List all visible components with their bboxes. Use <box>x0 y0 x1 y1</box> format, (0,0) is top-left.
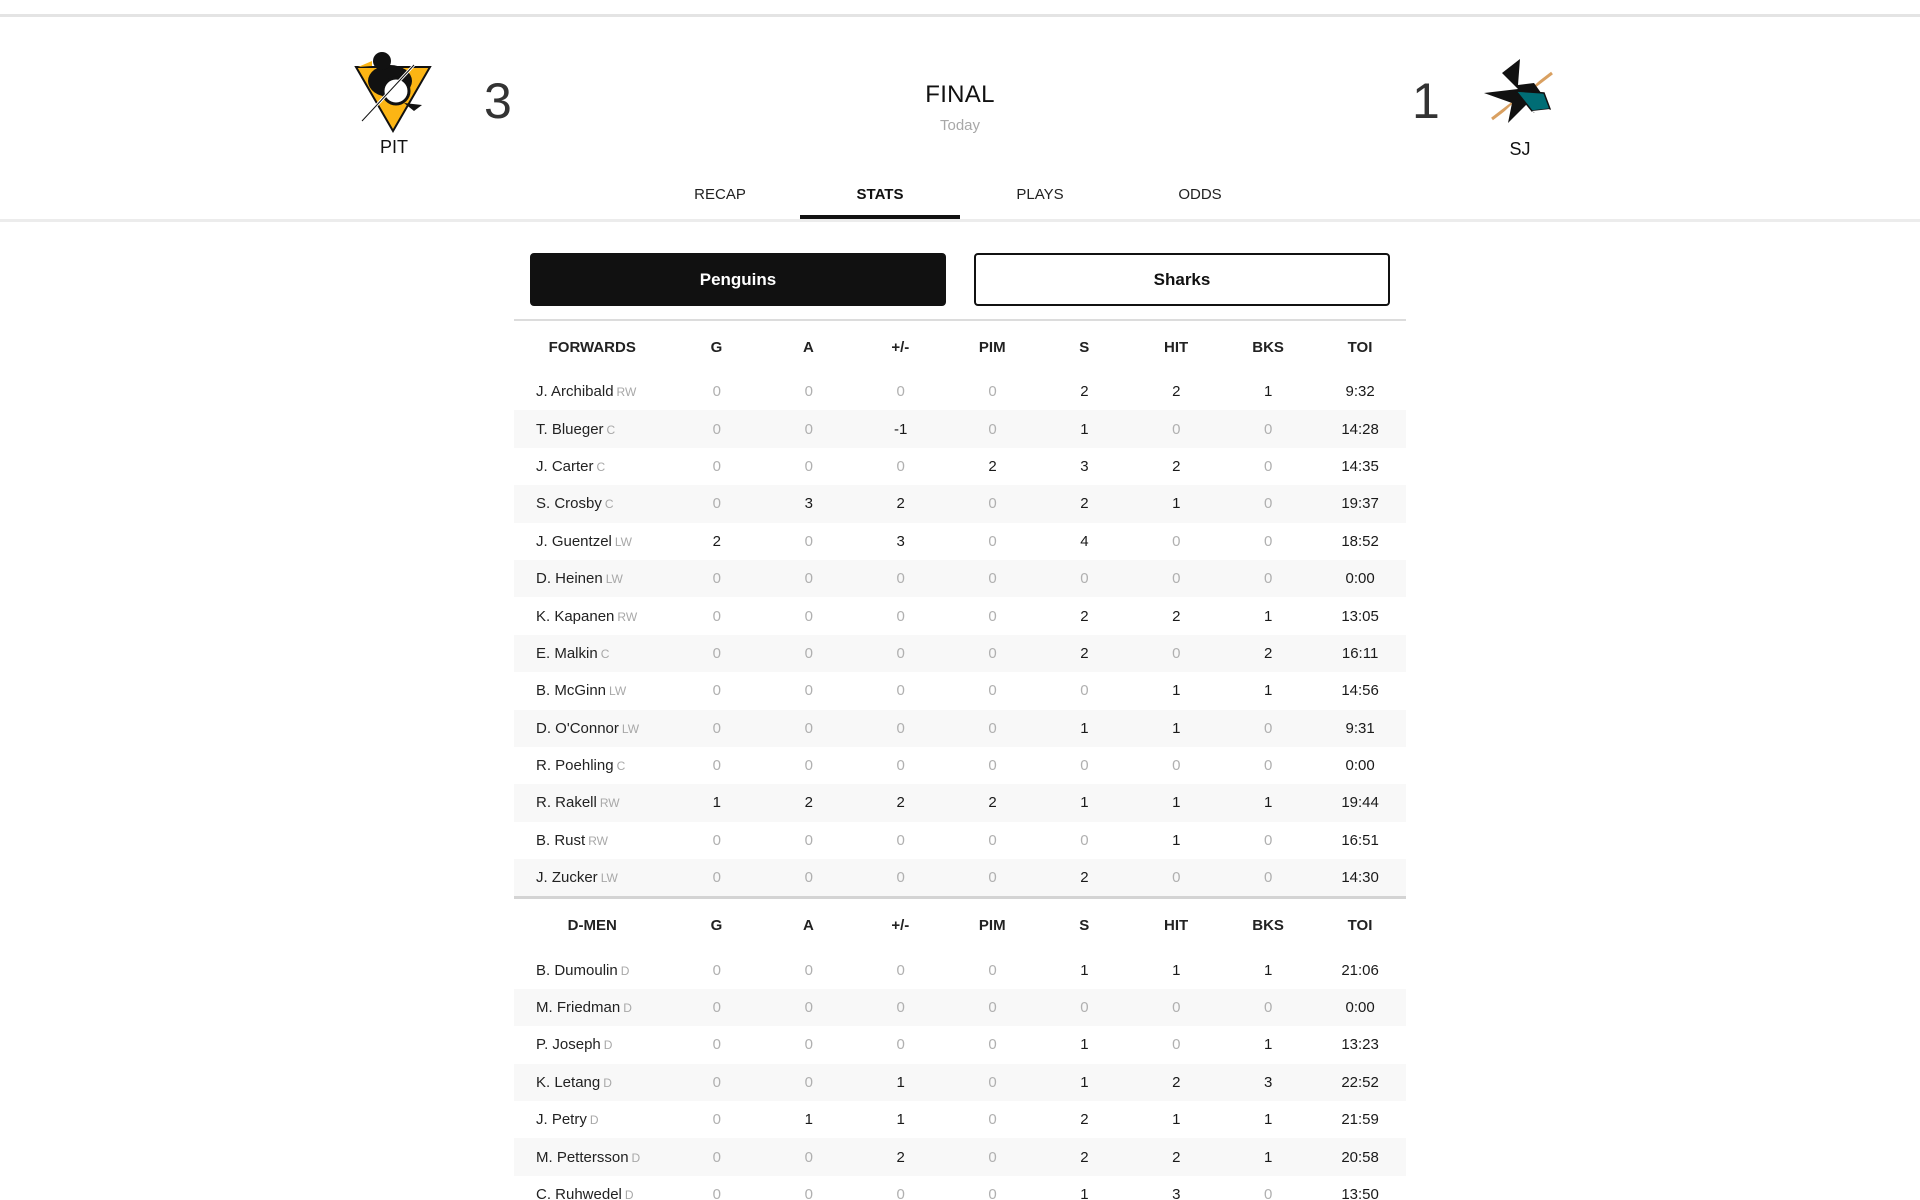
stat-hit: 0 <box>1172 570 1181 588</box>
stat-hit: 2 <box>1172 383 1181 401</box>
player-name[interactable]: B. Dumoulin <box>536 961 618 979</box>
stat-hit: 1 <box>1172 1111 1181 1129</box>
player-position: RW <box>588 833 608 848</box>
stat-g: 0 <box>712 420 722 438</box>
stat-a: 0 <box>804 682 813 700</box>
player-cell <box>514 832 671 849</box>
player-name[interactable]: T. Blueger <box>536 420 604 438</box>
stat-: 0 <box>896 607 905 625</box>
stat-toi: 9:31 <box>1345 719 1375 737</box>
player-name[interactable]: J. Zucker <box>536 869 598 887</box>
game-tabs <box>640 176 1280 220</box>
stat-pim: 0 <box>988 607 997 625</box>
stat-bks: 0 <box>1264 495 1273 513</box>
stat-a: 0 <box>804 532 813 550</box>
stat-toi: 13:23 <box>1341 1036 1379 1054</box>
stat-pim: 0 <box>988 644 997 662</box>
stat-g: 2 <box>712 532 722 550</box>
stat-g: 0 <box>712 1036 722 1054</box>
column-header-bks[interactable]: BKS <box>1252 916 1284 934</box>
player-cell <box>514 757 671 774</box>
stat-: 2 <box>896 1148 905 1166</box>
player-position: RW <box>599 796 620 811</box>
player-stats-table <box>514 319 1406 1200</box>
table-row <box>514 597 1406 634</box>
stat-a: 0 <box>804 1036 813 1054</box>
stat-hit: 0 <box>1172 532 1181 550</box>
stat-a: 0 <box>804 457 813 475</box>
player-position: LW <box>600 871 618 886</box>
stat-g: 0 <box>712 682 722 700</box>
penguins-button[interactable]: Penguins <box>530 253 946 306</box>
sharks-logo-icon <box>1478 53 1562 137</box>
player-position: D <box>623 1001 632 1016</box>
stat-g: 0 <box>712 1073 722 1091</box>
player-name[interactable]: R. Rakell <box>536 794 597 812</box>
game-date: Today <box>939 117 981 134</box>
stat-toi: 14:35 <box>1341 457 1379 475</box>
player-name[interactable]: E. Malkin <box>536 644 598 662</box>
player-cell <box>514 682 671 699</box>
table-row <box>514 1064 1406 1101</box>
stat-bks: 0 <box>1264 831 1273 849</box>
stat-bks: 0 <box>1264 532 1273 550</box>
stat-hit: 1 <box>1172 961 1181 979</box>
stat-hit: 2 <box>1172 1073 1181 1091</box>
table-row <box>514 747 1406 784</box>
stat-bks: 0 <box>1264 999 1273 1017</box>
player-cell <box>514 1149 671 1166</box>
stat-s: 3 <box>1080 457 1089 475</box>
section-rows <box>514 373 1406 896</box>
stat-toi: 16:11 <box>1341 644 1379 662</box>
home-score: 3 <box>484 73 512 129</box>
stat-: 0 <box>896 570 905 588</box>
stat-g: 0 <box>712 457 722 475</box>
player-position: D <box>603 1038 613 1053</box>
column-header-bks[interactable]: BKS <box>1252 338 1284 356</box>
player-position: D <box>620 963 630 978</box>
stat-hit: 1 <box>1172 794 1181 812</box>
away-score: 1 <box>1412 73 1440 129</box>
stat-g: 1 <box>712 794 722 812</box>
stat-g: 0 <box>712 383 722 401</box>
stat-pim: 0 <box>988 869 997 887</box>
stat-a: 0 <box>804 999 813 1017</box>
stat-s: 4 <box>1080 532 1089 550</box>
stat-bks: 0 <box>1264 757 1273 775</box>
stat-: 0 <box>896 383 905 401</box>
stat-a: 0 <box>804 961 813 979</box>
stat-toi: 14:30 <box>1341 869 1379 887</box>
column-header-pim[interactable]: PIM <box>978 338 1006 356</box>
stat-pim: 0 <box>988 1148 997 1166</box>
stat-bks: 1 <box>1264 1148 1273 1166</box>
column-header-pim[interactable]: PIM <box>978 916 1006 934</box>
tab-plays[interactable]: PLAYS <box>1016 186 1064 203</box>
stat-toi: 0:00 <box>1345 999 1375 1017</box>
table-row <box>514 784 1406 821</box>
column-header-a[interactable]: A <box>802 916 814 934</box>
stat-toi: 16:51 <box>1341 831 1379 849</box>
player-cell <box>514 383 671 400</box>
player-position: D <box>589 1113 599 1128</box>
player-position: LW <box>614 534 632 549</box>
stat-hit: 0 <box>1172 644 1181 662</box>
stat-a: 0 <box>804 831 813 849</box>
stat-: 2 <box>896 495 905 513</box>
column-header-s[interactable]: S <box>1079 338 1090 356</box>
player-cell <box>514 1074 671 1091</box>
table-row <box>514 1101 1406 1138</box>
stat-bks: 1 <box>1264 961 1273 979</box>
column-header-g[interactable]: G <box>710 916 723 934</box>
column-header-s[interactable]: S <box>1079 916 1090 934</box>
table-row <box>514 523 1406 560</box>
player-position: C <box>604 497 614 512</box>
stat-hit: 1 <box>1172 831 1181 849</box>
stat-g: 0 <box>712 869 722 887</box>
player-name[interactable]: S. Crosby <box>536 495 602 513</box>
stat-hit: 0 <box>1172 999 1181 1017</box>
table-row <box>514 635 1406 672</box>
stat-g: 0 <box>712 757 722 775</box>
tab-odds[interactable]: ODDS <box>1178 186 1222 203</box>
stat-: 1 <box>896 1111 905 1129</box>
player-cell <box>514 608 671 625</box>
stat-s: 1 <box>1080 961 1089 979</box>
player-position: RW <box>616 385 637 400</box>
team-toggle <box>530 253 1390 306</box>
stat-pim: 0 <box>988 495 997 513</box>
player-cell <box>514 421 671 438</box>
stat-a: 1 <box>804 1111 813 1129</box>
stat-: 0 <box>896 757 905 775</box>
column-header-[interactable]: +/- <box>891 916 910 934</box>
section-title: FORWARDS <box>548 338 636 356</box>
player-position: LW <box>621 721 640 736</box>
stat-toi: 13:05 <box>1341 607 1379 625</box>
stat-bks: 0 <box>1264 1186 1273 1200</box>
player-position: C <box>596 459 606 474</box>
stat-pim: 0 <box>988 999 997 1017</box>
stat-pim: 0 <box>988 831 997 849</box>
stat-g: 0 <box>712 1111 722 1129</box>
stat-pim: 0 <box>988 1036 997 1054</box>
stat-pim: 0 <box>988 682 997 700</box>
stat-toi: 18:52 <box>1341 532 1379 550</box>
stat-: 0 <box>896 961 905 979</box>
stat-bks: 3 <box>1264 1073 1273 1091</box>
stat-toi: 0:00 <box>1345 757 1375 775</box>
stat-bks: 1 <box>1264 1111 1273 1129</box>
stat-hit: 1 <box>1172 495 1181 513</box>
section-title: D-MEN <box>567 916 617 934</box>
stat-: 0 <box>896 1186 905 1200</box>
stat-s: 0 <box>1080 757 1089 775</box>
stat-pim: 0 <box>988 1186 997 1200</box>
stat-pim: 0 <box>988 961 997 979</box>
section-forwards <box>514 321 1406 896</box>
stat-s: 0 <box>1080 831 1089 849</box>
column-header-toi[interactable]: TOI <box>1347 916 1373 934</box>
stat-toi: 21:59 <box>1341 1111 1379 1129</box>
stat-hit: 0 <box>1172 869 1181 887</box>
player-cell <box>514 1186 671 1200</box>
player-cell <box>514 962 671 979</box>
stat-pim: 0 <box>988 1073 997 1091</box>
stat-a: 0 <box>804 757 813 775</box>
stat-g: 0 <box>712 570 722 588</box>
stat-g: 0 <box>712 961 722 979</box>
player-name[interactable]: J. Petry <box>536 1111 587 1129</box>
player-name[interactable]: K. Letang <box>536 1073 601 1091</box>
table-row <box>514 859 1406 896</box>
stat-bks: 1 <box>1264 383 1273 401</box>
stat-toi: 22:52 <box>1341 1073 1379 1091</box>
table-row <box>514 1138 1406 1175</box>
stat-: 0 <box>896 719 905 737</box>
stat-: 0 <box>896 457 905 475</box>
player-name[interactable]: C. Ruhwedel <box>536 1186 622 1200</box>
table-row <box>514 485 1406 522</box>
stat-bks: 0 <box>1264 869 1273 887</box>
stat-a: 0 <box>804 383 813 401</box>
stat-: 1 <box>896 1073 905 1091</box>
stat-s: 2 <box>1080 1111 1089 1129</box>
player-name[interactable]: D. Heinen <box>536 570 603 588</box>
player-name[interactable]: M. Pettersson <box>536 1148 629 1166</box>
stat-s: 1 <box>1080 719 1089 737</box>
stat-toi: 20:58 <box>1341 1148 1379 1166</box>
stat-pim: 0 <box>988 757 997 775</box>
stat-: 3 <box>896 532 905 550</box>
player-position: D <box>603 1075 612 1090</box>
player-cell <box>514 794 671 811</box>
stat-g: 0 <box>712 999 722 1017</box>
stat-s: 1 <box>1080 1073 1089 1091</box>
player-cell <box>514 1111 671 1128</box>
stat-bks: 1 <box>1264 682 1273 700</box>
player-name[interactable]: J. Guentzel <box>536 532 612 550</box>
stat-hit: 1 <box>1172 682 1181 700</box>
player-cell <box>514 533 671 550</box>
column-header-g[interactable]: G <box>710 338 723 356</box>
stat-hit: 2 <box>1172 1148 1181 1166</box>
stat-: 0 <box>896 682 905 700</box>
home-team[interactable] <box>344 51 444 158</box>
table-row <box>514 448 1406 485</box>
stat-pim: 0 <box>988 420 997 438</box>
stat-toi: 21:06 <box>1341 961 1379 979</box>
column-header-toi[interactable]: TOI <box>1347 338 1373 356</box>
stat-g: 0 <box>712 719 722 737</box>
stat-a: 0 <box>804 570 813 588</box>
stat-s: 1 <box>1080 1036 1089 1054</box>
section-header <box>514 321 1406 373</box>
stat-bks: 2 <box>1264 644 1273 662</box>
penguins-logo-icon <box>352 51 436 135</box>
table-row <box>514 822 1406 859</box>
stat-toi: 19:37 <box>1341 495 1379 513</box>
stat-a: 0 <box>804 1148 813 1166</box>
stat-pim: 2 <box>988 457 997 475</box>
stat-: -1 <box>893 420 908 438</box>
stat-toi: 13:50 <box>1341 1186 1379 1200</box>
stat-toi: 9:32 <box>1345 383 1375 401</box>
stat-s: 2 <box>1080 607 1089 625</box>
player-cell <box>514 869 671 886</box>
player-cell <box>514 645 671 662</box>
table-row <box>514 1176 1406 1200</box>
stat-hit: 0 <box>1172 1036 1181 1054</box>
stat-hit: 3 <box>1172 1186 1181 1200</box>
column-header-hit[interactable]: HIT <box>1164 338 1189 356</box>
game-status <box>860 81 1060 134</box>
stat-: 0 <box>896 644 905 662</box>
stat-a: 0 <box>804 719 813 737</box>
tab-stats[interactable]: STATS <box>800 176 960 220</box>
player-name[interactable]: P. Joseph <box>536 1036 601 1054</box>
table-row <box>514 1026 1406 1063</box>
table-row <box>514 989 1406 1026</box>
stat-s: 2 <box>1080 869 1089 887</box>
stat-toi: 14:56 <box>1341 682 1379 700</box>
stat-g: 0 <box>712 607 722 625</box>
stat-g: 0 <box>712 644 722 662</box>
stat-a: 2 <box>804 794 813 812</box>
tab-recap[interactable]: RECAP <box>694 186 746 203</box>
table-row <box>514 672 1406 709</box>
player-position: C <box>606 422 616 437</box>
stat-s: 1 <box>1080 1186 1089 1200</box>
player-position: LW <box>605 572 623 587</box>
stat-g: 0 <box>712 831 722 849</box>
tabs-divider <box>0 219 1920 222</box>
player-name[interactable]: B. Rust <box>536 831 586 849</box>
column-header-[interactable]: +/- <box>891 338 910 356</box>
stat-toi: 19:44 <box>1341 794 1379 812</box>
player-cell <box>514 999 671 1016</box>
player-name[interactable]: K. Kapanen <box>536 607 615 625</box>
stat-pim: 2 <box>988 794 997 812</box>
player-position: LW <box>609 684 627 699</box>
stat-: 2 <box>896 794 905 812</box>
stat-a: 0 <box>804 607 813 625</box>
player-cell <box>514 570 671 587</box>
stat-hit: 2 <box>1172 607 1181 625</box>
player-name[interactable]: B. McGinn <box>536 682 607 700</box>
stat-s: 0 <box>1080 999 1089 1017</box>
stat-s: 1 <box>1080 420 1089 438</box>
stat-a: 0 <box>804 644 813 662</box>
stat-s: 2 <box>1080 495 1089 513</box>
table-row <box>514 410 1406 447</box>
home-team-abbr: PIT <box>379 137 408 157</box>
player-name[interactable]: M. Friedman <box>536 999 621 1017</box>
player-name[interactable]: J. Archibald <box>536 383 614 401</box>
player-position: RW <box>617 609 638 624</box>
stat-s: 1 <box>1080 794 1089 812</box>
player-position: D <box>631 1150 641 1165</box>
player-position: C <box>600 646 610 661</box>
section-rows <box>514 951 1406 1200</box>
table-row <box>514 710 1406 747</box>
table-row <box>514 951 1406 988</box>
stat-bks: 1 <box>1264 794 1273 812</box>
away-team-abbr: SJ <box>1509 139 1531 159</box>
stat-bks: 1 <box>1264 607 1273 625</box>
stat-pim: 0 <box>988 570 997 588</box>
stat-: 0 <box>896 831 905 849</box>
section-d-men <box>514 896 1406 1200</box>
stat-bks: 0 <box>1264 719 1273 737</box>
stat-s: 0 <box>1080 570 1089 588</box>
stat-: 0 <box>896 869 905 887</box>
stat-: 0 <box>896 1036 905 1054</box>
scoreboard <box>0 17 1920 167</box>
player-name[interactable]: J. Carter <box>536 457 594 475</box>
stat-pim: 0 <box>988 532 997 550</box>
away-team[interactable] <box>1470 53 1570 160</box>
stat-a: 0 <box>804 869 813 887</box>
stat-g: 0 <box>712 1148 722 1166</box>
stat-hit: 0 <box>1172 757 1181 775</box>
player-position: D <box>624 1188 634 1200</box>
column-header-hit[interactable]: HIT <box>1164 916 1189 934</box>
table-row <box>514 560 1406 597</box>
stat-s: 2 <box>1080 383 1089 401</box>
stat-bks: 1 <box>1264 1036 1273 1054</box>
table-row <box>514 373 1406 410</box>
stat-bks: 0 <box>1264 420 1273 438</box>
game-status-label: FINAL <box>925 81 995 108</box>
stat-s: 2 <box>1080 1148 1089 1166</box>
section-header <box>514 899 1406 951</box>
player-cell <box>514 495 671 512</box>
stat-s: 2 <box>1080 644 1089 662</box>
stat-toi: 14:28 <box>1341 420 1379 438</box>
player-name[interactable]: D. O'Connor <box>536 719 619 737</box>
stat-pim: 0 <box>988 383 997 401</box>
stat-s: 0 <box>1080 682 1089 700</box>
stat-g: 0 <box>712 495 722 513</box>
player-cell <box>514 1036 671 1053</box>
stat-a: 3 <box>804 495 813 513</box>
column-header-a[interactable]: A <box>802 338 814 356</box>
player-cell <box>514 720 671 737</box>
sharks-button[interactable]: Sharks <box>974 253 1390 306</box>
stat-hit: 1 <box>1172 719 1181 737</box>
stat-hit: 2 <box>1172 457 1181 475</box>
stat-bks: 0 <box>1264 457 1273 475</box>
stat-: 0 <box>896 999 905 1017</box>
stat-g: 0 <box>712 1186 722 1200</box>
stat-a: 0 <box>804 1073 813 1091</box>
stat-hit: 0 <box>1172 420 1181 438</box>
stat-pim: 0 <box>988 1111 997 1129</box>
stat-pim: 0 <box>988 719 997 737</box>
stat-a: 0 <box>804 420 813 438</box>
stat-a: 0 <box>804 1186 813 1200</box>
stat-toi: 0:00 <box>1345 570 1375 588</box>
player-position: C <box>616 759 626 774</box>
player-name[interactable]: R. Poehling <box>536 757 614 775</box>
player-cell <box>514 458 671 475</box>
stat-bks: 0 <box>1264 570 1273 588</box>
